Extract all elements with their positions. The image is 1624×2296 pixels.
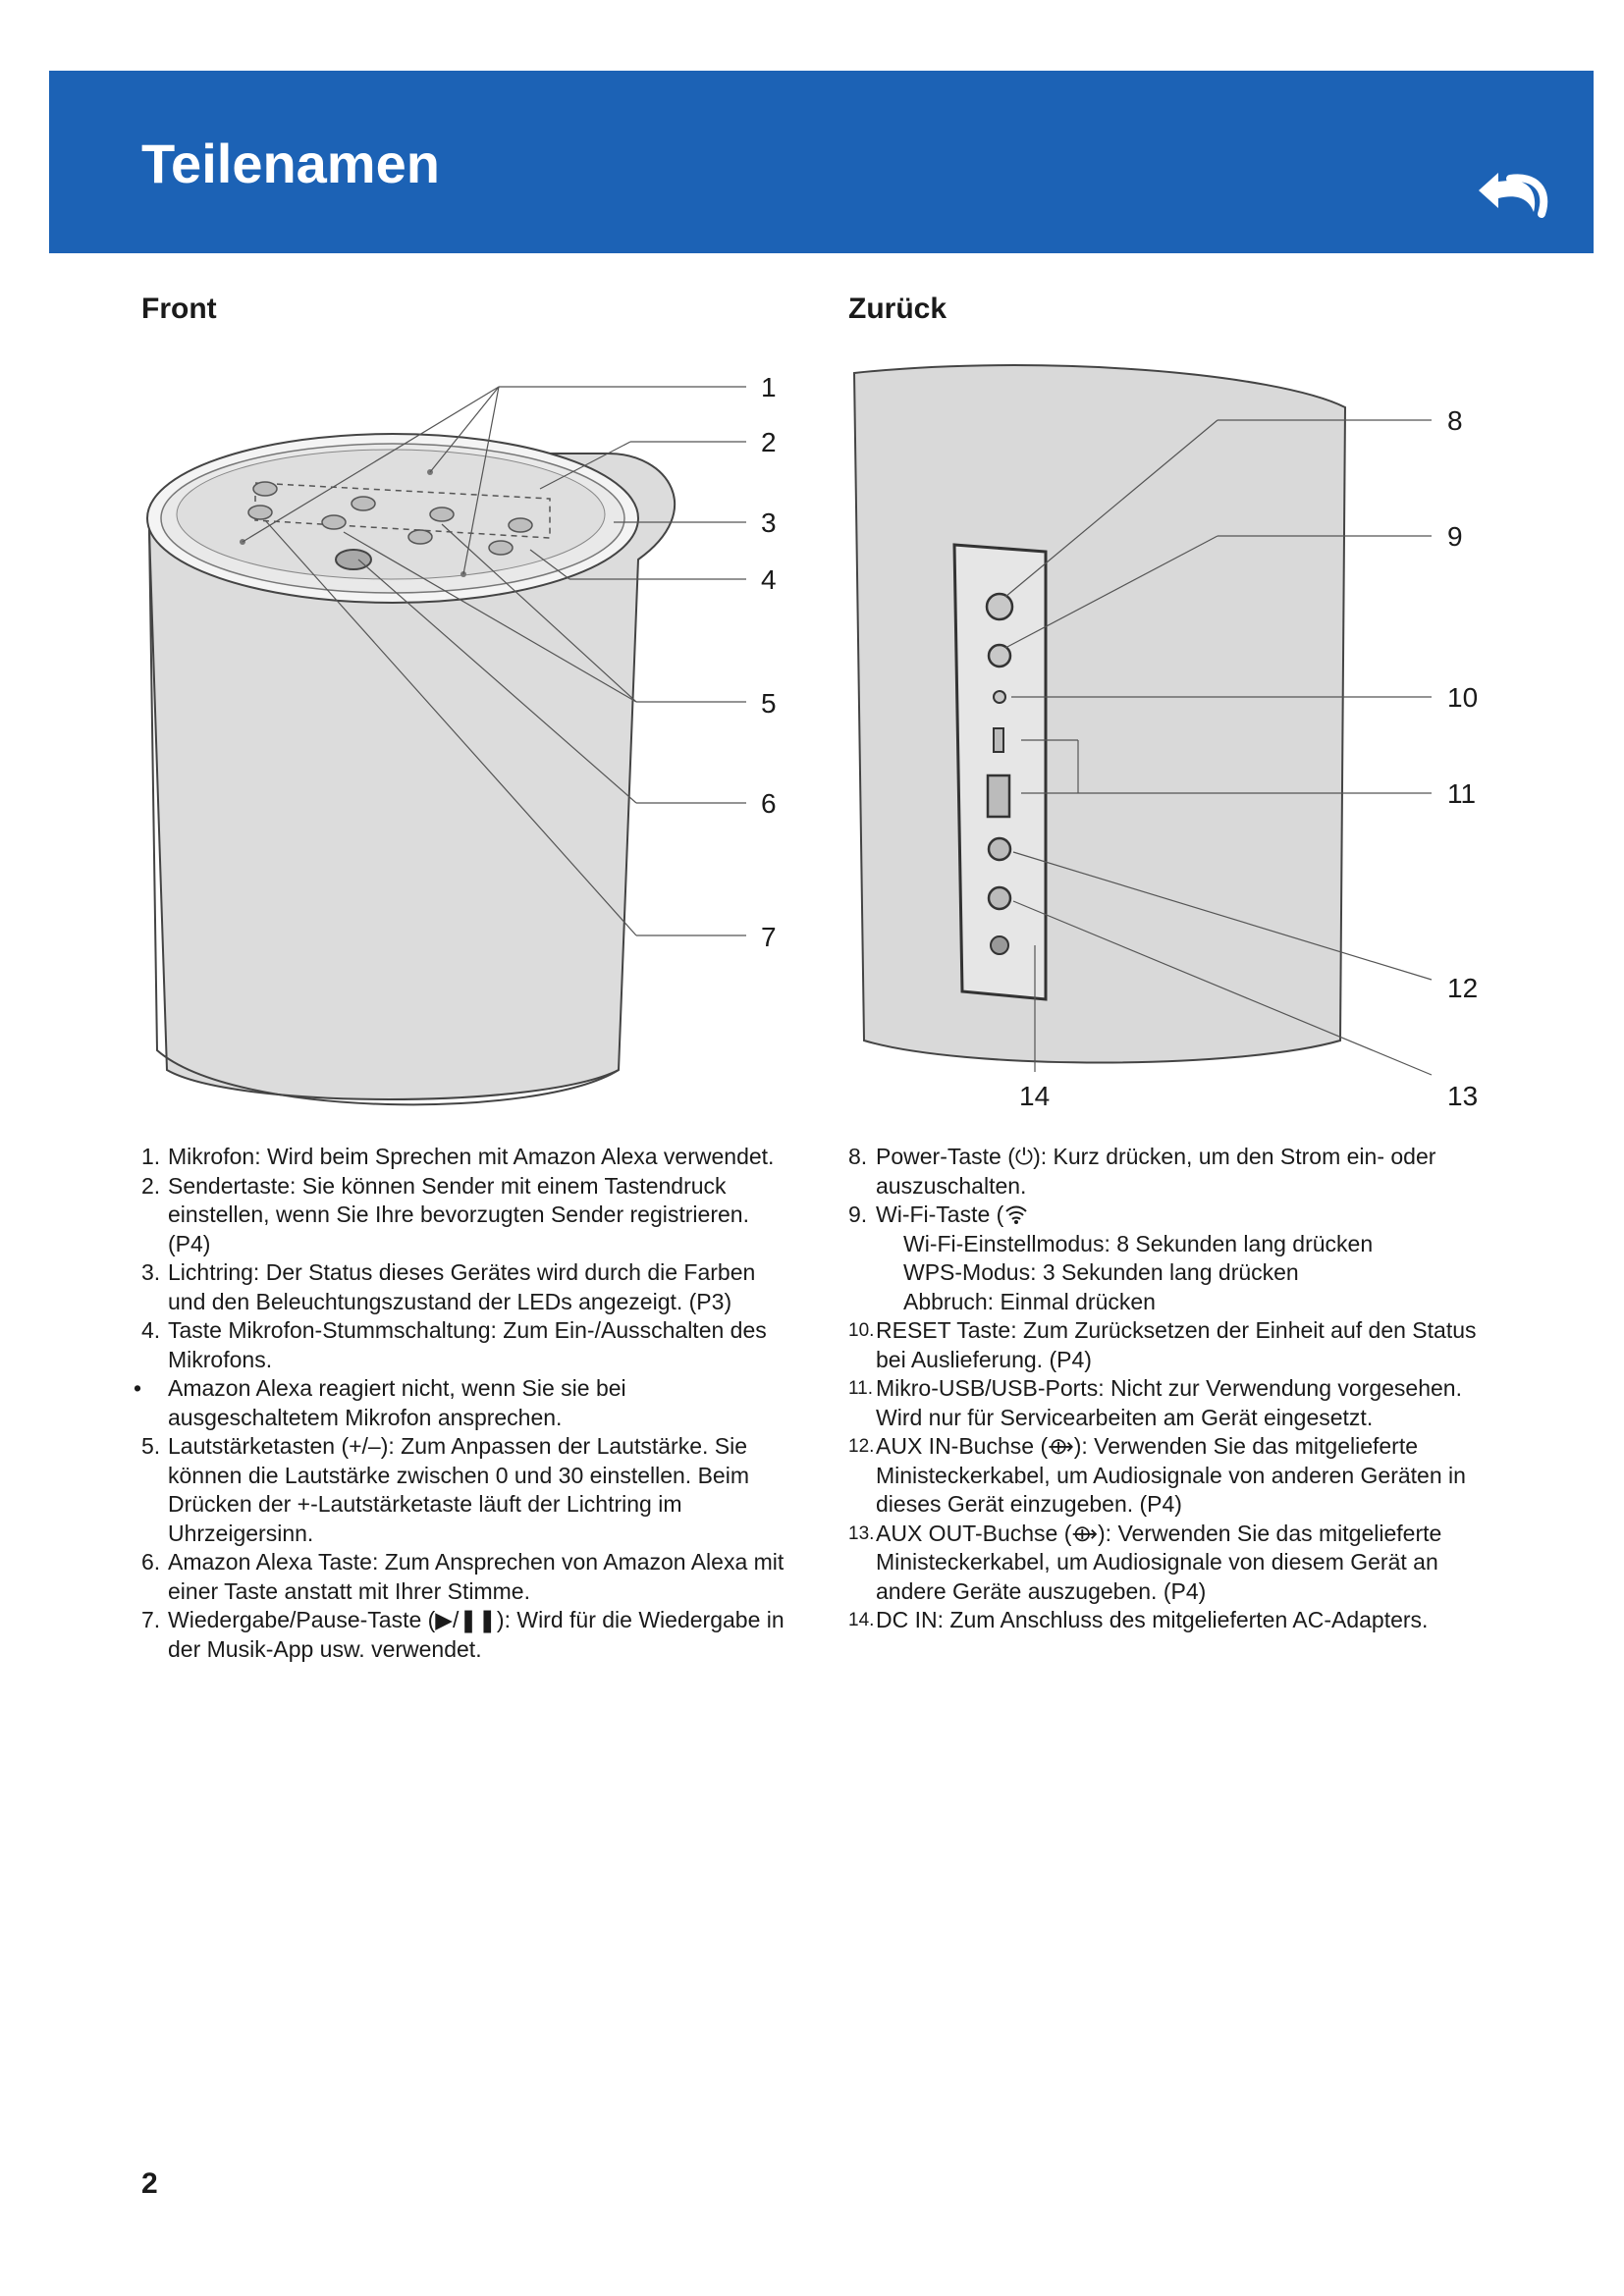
callout-14: 14 (1019, 1081, 1051, 1111)
reset-button (994, 691, 1005, 703)
list-item: 10. RESET Taste: Zum Zurücksetzen der Einheit auf den Status bei Auslieferung. (P4) (848, 1317, 1477, 1372)
list-item: 13. AUX OUT-Buchse (⟴): Verwenden Sie das mitgelieferte Ministeckerkabel, um Audiosignale von diesem Gerät an andere Geräte auszugeben. (P4) (848, 1520, 1442, 1604)
preset-button (253, 482, 277, 496)
callout-1: 1 (761, 372, 777, 402)
page-number: 2 (141, 2167, 158, 2200)
back-title: Zurück (848, 293, 947, 325)
preset-button (352, 497, 375, 510)
callout-11: 11 (1447, 778, 1477, 809)
callout-4: 4 (761, 564, 777, 595)
aux-in-jack (989, 838, 1010, 860)
micro-usb-port (994, 728, 1003, 752)
list-item: 3. Lichtring: Der Status dieses Gerätes wird durch die Farben und den Beleuchtungszustand der LEDs angezeigt. (P3) (141, 1259, 756, 1314)
list-item: 11. Mikro-USB/USB-Ports: Nicht zur Verwendung vorgesehen. Wird nur für Servicearbeiten am Gerät eingesetzt. (848, 1375, 1462, 1430)
page-header (49, 71, 1594, 253)
callout-8: 8 (1447, 405, 1463, 436)
mic-mute-button (489, 541, 513, 555)
volume-button (408, 530, 432, 544)
callout-2: 2 (761, 427, 777, 457)
list-item: 4. Taste Mikrofon-Stummschaltung: Zum Ein-/Ausschalten des Mikrofons. (141, 1317, 767, 1372)
list-item: 1. Mikrofon: Wird beim Sprechen mit Amazon Alexa verwendet. (141, 1144, 775, 1169)
callout-13: 13 (1447, 1081, 1479, 1111)
speaker-body (854, 365, 1345, 1062)
list-item: 2. Sendertaste: Sie können Sender mit einem Tastendruck einstellen, wenn Sie Ihre bevorzugten Sender registrieren. (P4) (141, 1172, 749, 1256)
back-speaker-diagram (844, 363, 1532, 1129)
callout-3: 3 (761, 507, 777, 538)
power-button (987, 594, 1012, 619)
callout-7: 7 (761, 922, 777, 952)
preset-button (248, 506, 272, 519)
front-speaker-diagram (118, 363, 805, 1129)
list-item: 5. Lautstärketasten (+/–): Zum Anpassen der Lautstärke. Sie können die Lautstärke zwischen 0 und 30 einstellen. Beim Drücken der +-Lautstärketaste läuft der Lichtring im Uhrzeigersinn. (141, 1433, 749, 1546)
back-description-list (848, 1143, 1487, 1635)
preset-button (509, 518, 532, 532)
usb-port (988, 775, 1009, 817)
callout-6: 6 (761, 788, 777, 819)
front-title: Front (141, 293, 217, 325)
page-title: Teilenamen (141, 133, 440, 194)
return-arrow-icon[interactable] (1471, 157, 1559, 226)
list-item: 12. AUX IN-Buchse (⟴): Verwenden Sie das mitgelieferte Ministeckerkabel, um Audiosignale von anderen Geräten in dieses Gerät einzugeben. (P4) (848, 1433, 1466, 1517)
list-item: 8. Power-Taste (⏻): Kurz drücken, um den Strom ein- oder auszuschalten. (848, 1144, 1436, 1199)
front-description-list (134, 1143, 795, 1664)
callout-12: 12 (1447, 973, 1479, 1003)
list-item: 14. DC IN: Zum Anschluss des mitgelieferten AC-Adapters. (848, 1607, 1429, 1632)
wifi-icon (1003, 1203, 1029, 1225)
preset-button (430, 507, 454, 521)
list-item: 7. Wiedergabe/Pause-Taste (▶/❚❚): Wird für die Wiedergabe in der Musik-App usw. verwendet. (141, 1607, 785, 1662)
volume-button (322, 515, 346, 529)
callout-9: 9 (1447, 521, 1463, 552)
dc-in-jack (991, 936, 1008, 954)
callout-10: 10 (1447, 682, 1479, 713)
list-item: • Amazon Alexa reagiert nicht, wenn Sie sie bei ausgeschaltetem Mikrofon ansprechen. (134, 1375, 626, 1430)
aux-out-jack (989, 887, 1010, 909)
callout-5: 5 (761, 688, 777, 719)
list-item: 6. Amazon Alexa Taste: Zum Ansprechen von Amazon Alexa mit einer Taste anstatt mit Ihrer Stimme. (141, 1549, 785, 1604)
wifi-button (989, 645, 1010, 667)
list-item: 9. Wi-Fi-Taste ( Wi-Fi-Einstellmodus: 8 Sekunden lang drücken WPS-Modus: 3 Sekunden lang drücken Abbruch: Einmal drücken (848, 1201, 1374, 1314)
